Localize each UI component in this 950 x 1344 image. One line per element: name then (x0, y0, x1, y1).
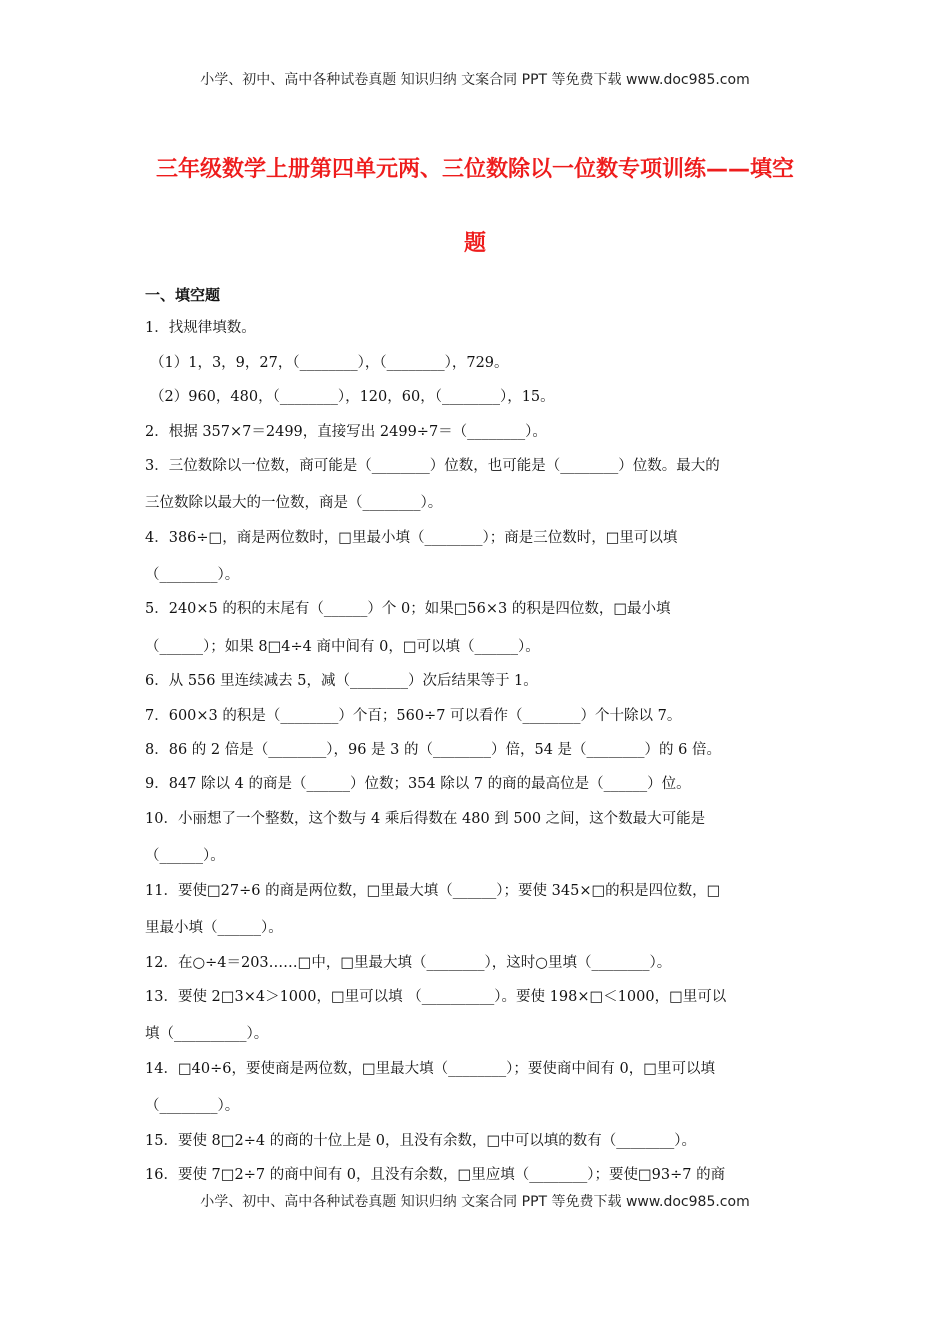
question-line: （1）1，3，9，27，（________），（________），729。 (150, 355, 509, 371)
question-line: 8．86 的 2 倍是（________），96 是 3 的（________）倍，54 是（________）的 6 倍。 (145, 742, 721, 758)
question-line: 11．要使□27÷6 的商是两位数，□里最大填（______）；要使 345×□的积是四位数，□ (145, 883, 721, 899)
question-line: 4．386÷□，商是两位数时，□里最小填（________）；商是三位数时，□里可以填 (145, 530, 678, 546)
document-title-line-1: 三年级数学上册第四单元两、三位数除以一位数专项训练——填空 (155, 157, 794, 182)
section-heading: 一、填空题 (145, 286, 221, 304)
question-line: （________）。 (145, 1098, 240, 1114)
question-line: 6．从 556 里连续减去 5，减（________）次后结果等于 1。 (145, 673, 538, 689)
document-title-line-2: 题 (463, 231, 486, 256)
question-line: 7．600×3 的积是（________）个百；560÷7 可以看作（________）个十除以 7。 (145, 708, 682, 724)
question-line: （2）960，480，（________），120，60，（________），15。 (150, 389, 555, 405)
question-line: 填（__________）。 (145, 1026, 269, 1042)
question-line: （______）；如果 8□4÷4 商中间有 0，□可以填（______）。 (145, 639, 540, 655)
page-footer: 小学、初中、高中各种试卷真题 知识归纳 文案合同 PPT 等免费下载 www.doc985.com (200, 1194, 750, 1210)
page-header: 小学、初中、高中各种试卷真题 知识归纳 文案合同 PPT 等免费下载 www.doc985.com (200, 72, 750, 88)
question-line: 12．在○÷4＝203……□中，□里最大填（________），这时○里填（________）。 (145, 955, 672, 971)
question-line: 3．三位数除以一位数，商可能是（________）位数，也可能是（________）位数。最大的 (145, 458, 720, 474)
question-line: （______）。 (145, 848, 225, 864)
question-line: 10．小丽想了一个整数，这个数与 4 乘后得数在 480 到 500 之间，这个数最大可能是 (145, 811, 706, 827)
question-line: 9．847 除以 4 的商是（______）位数；354 除以 7 的商的最高位是（______）位。 (145, 776, 691, 792)
question-line: 里最小填（______）。 (145, 920, 283, 936)
question-line: 15．要使 8□2÷4 的商的十位上是 0，且没有余数，□中可以填的数有（________）。 (145, 1133, 696, 1149)
question-line: 2．根据 357×7＝2499，直接写出 2499÷7＝（________）。 (145, 424, 547, 440)
question-line: 1．找规律填数。 (145, 320, 256, 336)
question-line: 13．要使 2□3×4＞1000，□里可以填 （__________）。要使 198×□＜1000，□里可以 (145, 989, 727, 1005)
question-line: 16．要使 7□2÷7 的商中间有 0，且没有余数，□里应填（________）；要使□93÷7 的商 (145, 1167, 726, 1183)
question-line: 5．240×5 的积的末尾有（______）个 0；如果□56×3 的积是四位数，□最小填 (145, 601, 671, 617)
question-line: 14．□40÷6，要使商是两位数，□里最大填（________）；要使商中间有 0，□里可以填 (145, 1061, 715, 1077)
question-line: （________）。 (145, 567, 240, 583)
question-line: 三位数除以最大的一位数，商是（________）。 (145, 495, 443, 511)
